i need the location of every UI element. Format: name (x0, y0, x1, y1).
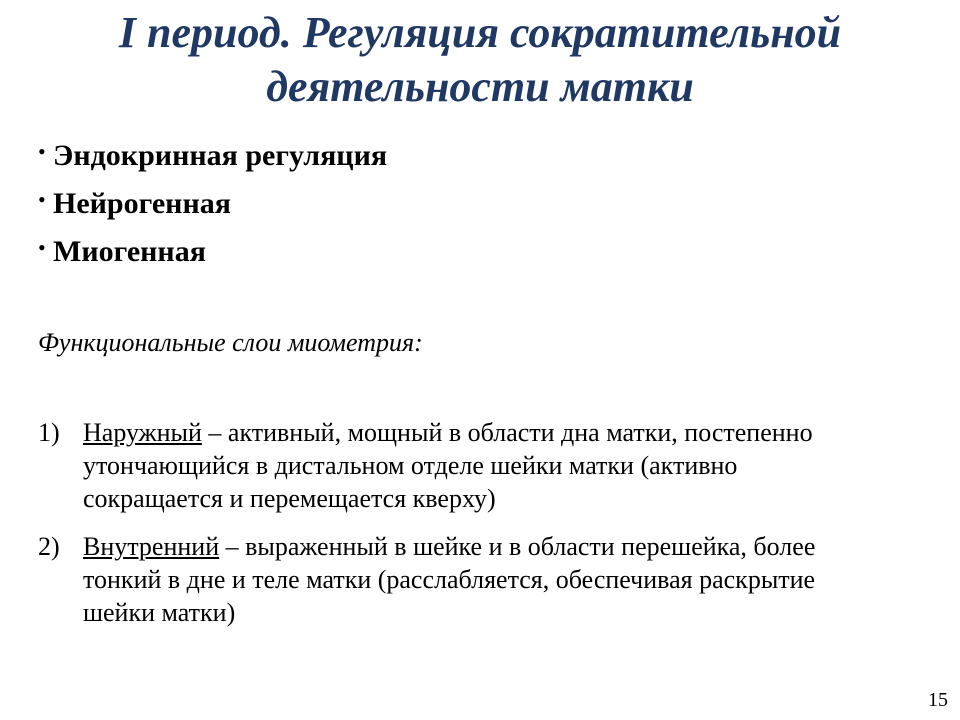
bullet-marker: • (38, 187, 46, 212)
layer-item-outer (38, 416, 878, 515)
slide-title (0, 6, 960, 114)
slide-title-line-1: I период. Регуляция сократительной (118, 8, 842, 57)
bullet-text: Эндокринная регуляция (53, 139, 388, 172)
list-number: 2) (38, 532, 60, 561)
page-number: 15 (928, 689, 948, 711)
regulation-bullet-list (38, 132, 387, 276)
bullet-text: Нейрогенная (53, 187, 231, 220)
myometrium-layers-heading: Функциональные слои миометрия: (38, 328, 423, 357)
slide-title-line-2: деятельности матки (266, 62, 694, 111)
bullet-marker: • (38, 139, 46, 164)
myometrium-layers-list (38, 416, 878, 629)
layer-term: Наружный (83, 418, 202, 447)
layer-item-inner (38, 530, 878, 629)
layer-description: – выраженный в шейке и в области перешейка, более тонкий в дне и теле матки (расслабляется, обеспечивая раскрытие шейки матки) (83, 532, 816, 627)
bullet-item-neurogenic (38, 180, 387, 228)
bullet-item-endocrine (38, 132, 387, 180)
bullet-item-myogenic (38, 228, 387, 276)
layer-description: – активный, мощный в области дна матки, постепенно утончающийся в дистальном отделе шейки матки (активно сокращается и перемещается кверху) (83, 418, 813, 513)
bullet-text: Миогенная (53, 235, 206, 268)
bullet-marker: • (38, 235, 46, 260)
layer-term: Внутренний (83, 532, 220, 561)
list-number: 1) (38, 418, 60, 447)
